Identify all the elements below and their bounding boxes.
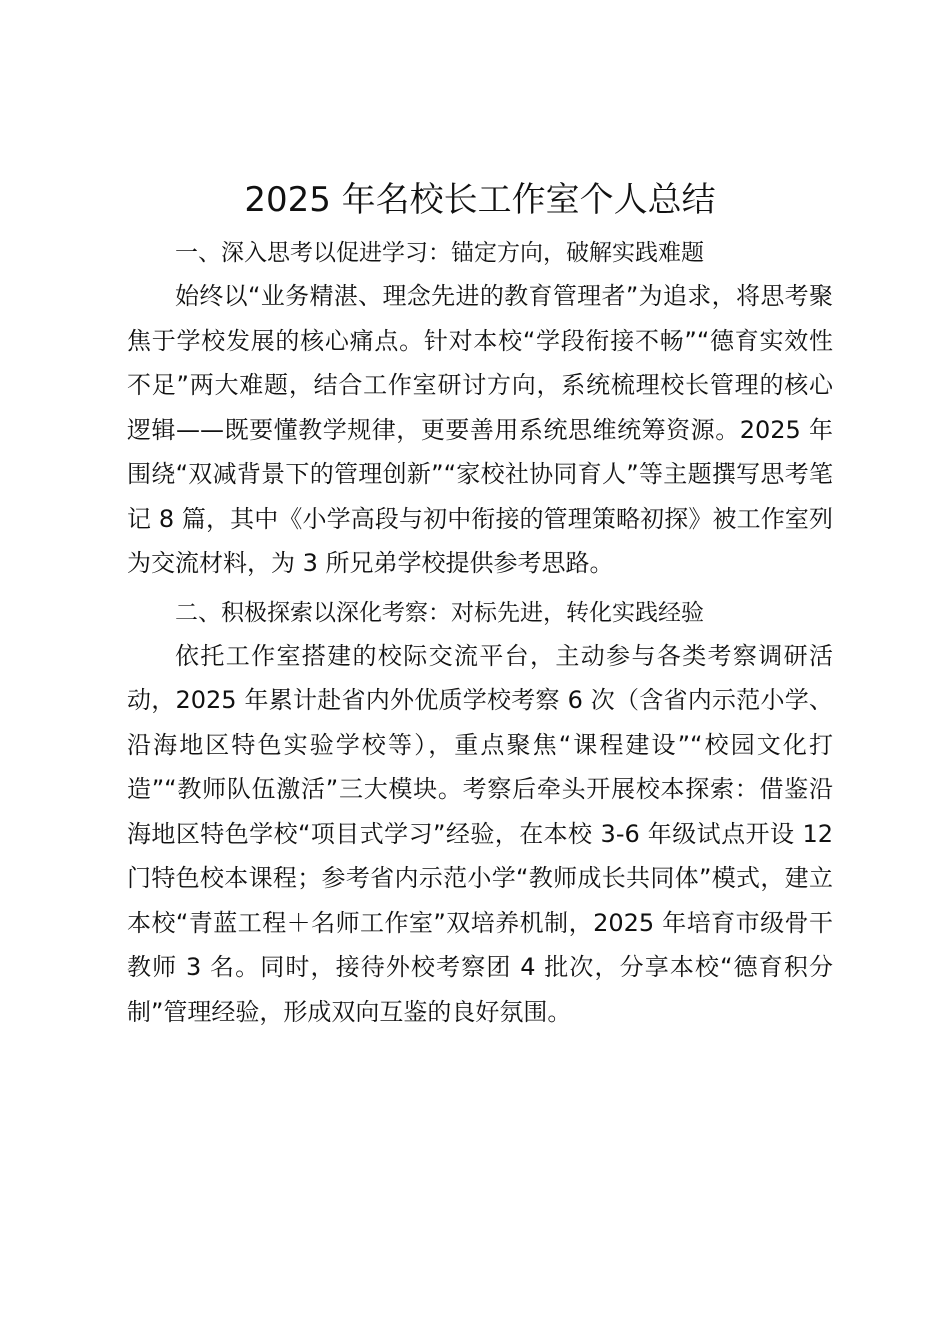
- section-1: [127, 232, 833, 586]
- section-heading-2: 二、积极探索以深化考察：对标先进，转化实践经验: [175, 599, 704, 626]
- section-paragraph-1: 始终以“业务精湛、理念先进的教育管理者”为追求，将思考聚焦于学校发展的核心痛点。针对本校“学段衔接不畅”“德育实效性不足”两大难题，结合工作室研讨方向，系统梳理校长管理的核心逻辑——既要懂教学规律，更要善用系统思维统筹资源。2025 年围绕“双减背景下的管理创新”“家校社协同育人”等主题撰写思考笔记 8 篇，其中《小学高段与初中衔接的管理策略初探》被工作室列为交流材料，为 3 所兄弟学校提供参考思路。: [127, 282, 833, 577]
- document-page: [127, 170, 833, 1040]
- section-heading-1: 一、深入思考以促进学习：锚定方向，破解实践难题: [175, 240, 704, 266]
- section-2: [127, 592, 833, 1035]
- document-title: 2025 年名校长工作室个人总结: [244, 180, 716, 220]
- section-paragraph-2: 依托工作室搭建的校际交流平台，主动参与各类考察调研活动，2025 年累计赴省内外优质学校考察 6 次（含省内示范小学、沿海地区特色实验学校等），重点聚焦“课程建设”“校园文化打造”“教师队伍激活”三大模块。考察后牵头开展校本探索：借鉴沿海地区特色学校“项目式学习”经验，在本校 3-6 年级试点开设 12 门特色校本课程；参考省内示范小学“教师成长共同体”模式，建立本校“青蓝工程＋名师工作室”双培养机制，2025 年培育市级骨干教师 3 名。同时，接待外校考察团 4 批次，分享本校“德育积分制”管理经验，形成双向互鉴的良好氛围。: [127, 641, 833, 1026]
